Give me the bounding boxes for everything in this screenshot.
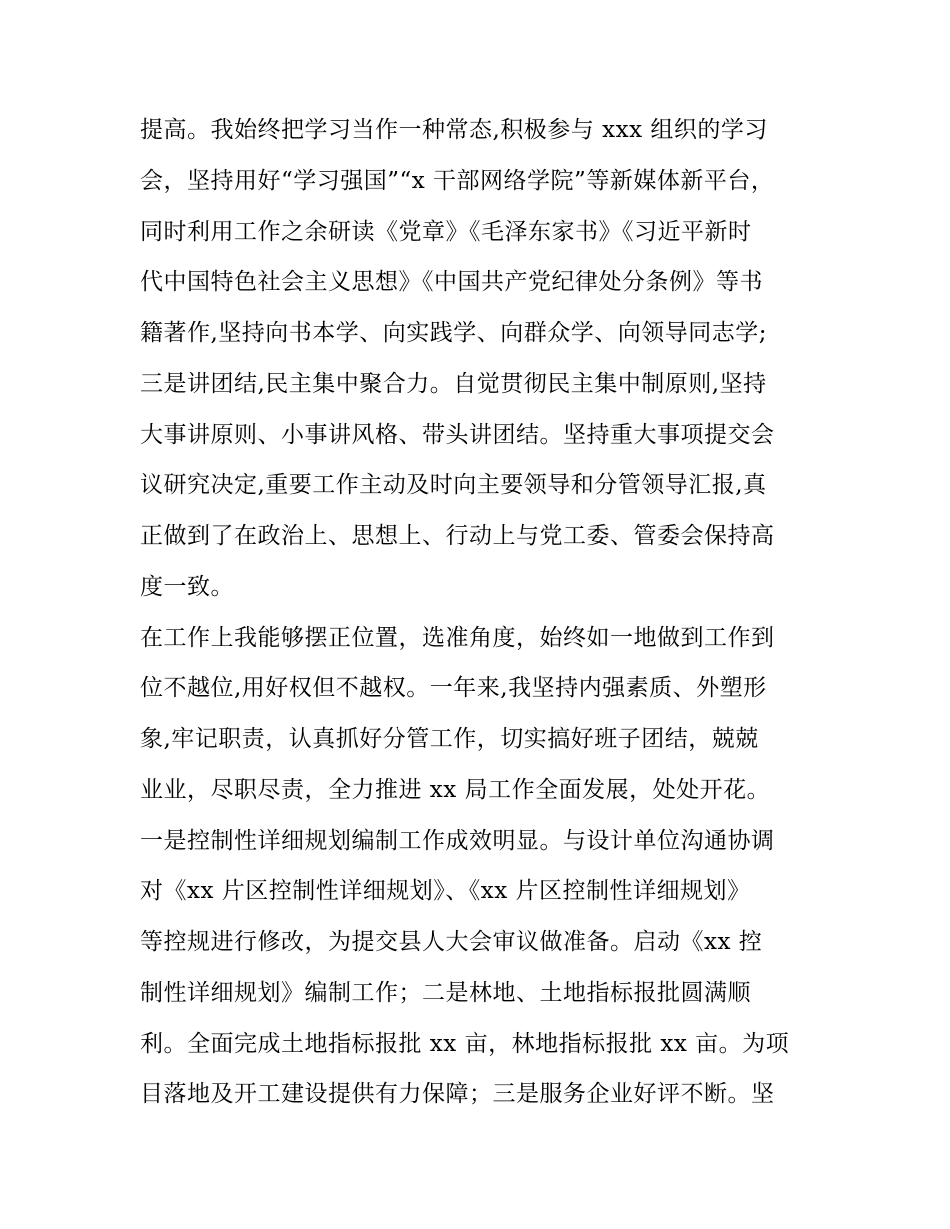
text-line-17: 等控规进行修改，为提交县人大会审议做准备。启动《xx 控 bbox=[140, 929, 763, 955]
text-line-11: 在工作上我能够摆正位置，选准角度，始终如一地做到工作到 bbox=[140, 624, 775, 651]
text-line-7: 大事讲原则、小事讲风格、带头讲团结。坚持重大事项提交会 bbox=[140, 421, 775, 448]
text-line-19: 利。全面完成土地指标报批 xx 亩，林地指标报批 xx 亩。为项 bbox=[140, 1030, 790, 1057]
text-line-9: 正做到了在政治上、思想上、行动上与党工委、管委会保持高 bbox=[140, 523, 775, 549]
body-text bbox=[140, 105, 830, 1120]
text-line-8: 议研究决定,重要工作主动及时向主要领导和分管领导汇报,真 bbox=[140, 472, 767, 499]
text-line-14: 业业，尽职尽责，全力推进 xx 局工作全面发展，处处开花。 bbox=[140, 776, 771, 803]
text-line-2: 会，坚持用好“学习强国”“x 干部网络学院”等新媒体新平台， bbox=[140, 167, 775, 194]
text-line-16: 对《xx 片区控制性详细规划》、《xx 片区控制性详细规划》 bbox=[140, 878, 751, 905]
text-line-15: 一是控制性详细规划编制工作成效明显。与设计单位沟通协调 bbox=[140, 827, 775, 854]
text-line-6: 三是讲团结,民主集中聚合力。自觉贯彻民主集中制原则,坚持 bbox=[140, 370, 767, 397]
text-line-4: 代中国特色社会主义思想》《中国共产党纪律处分条例》等书 bbox=[140, 269, 763, 296]
text-line-13: 象,牢记职责，认真抓好分管工作，切实搞好班子团结，兢兢 bbox=[140, 726, 759, 752]
text-line-5: 籍著作,坚持向书本学、向实践学、向群众学、向领导同志学; bbox=[140, 320, 768, 346]
text-line-10: 度一致。 bbox=[140, 573, 234, 600]
text-line-3: 同时利用工作之余研读《党章》《毛泽东家书》《习近平新时 bbox=[140, 218, 752, 245]
text-line-20: 目落地及开工建设提供有力保障；三是服务企业好评不断。坚 bbox=[140, 1081, 775, 1108]
text-line-12: 位不越位,用好权但不越权。一年来,我坚持内强素质、外塑形 bbox=[140, 675, 767, 702]
text-line-1: 提高。我始终把学习当作一种常态,积极参与 xxx 组织的学习 bbox=[140, 117, 768, 143]
text-line-18: 制性详细规划》编制工作；二是林地、土地指标报批圆满顺 bbox=[140, 979, 751, 1006]
